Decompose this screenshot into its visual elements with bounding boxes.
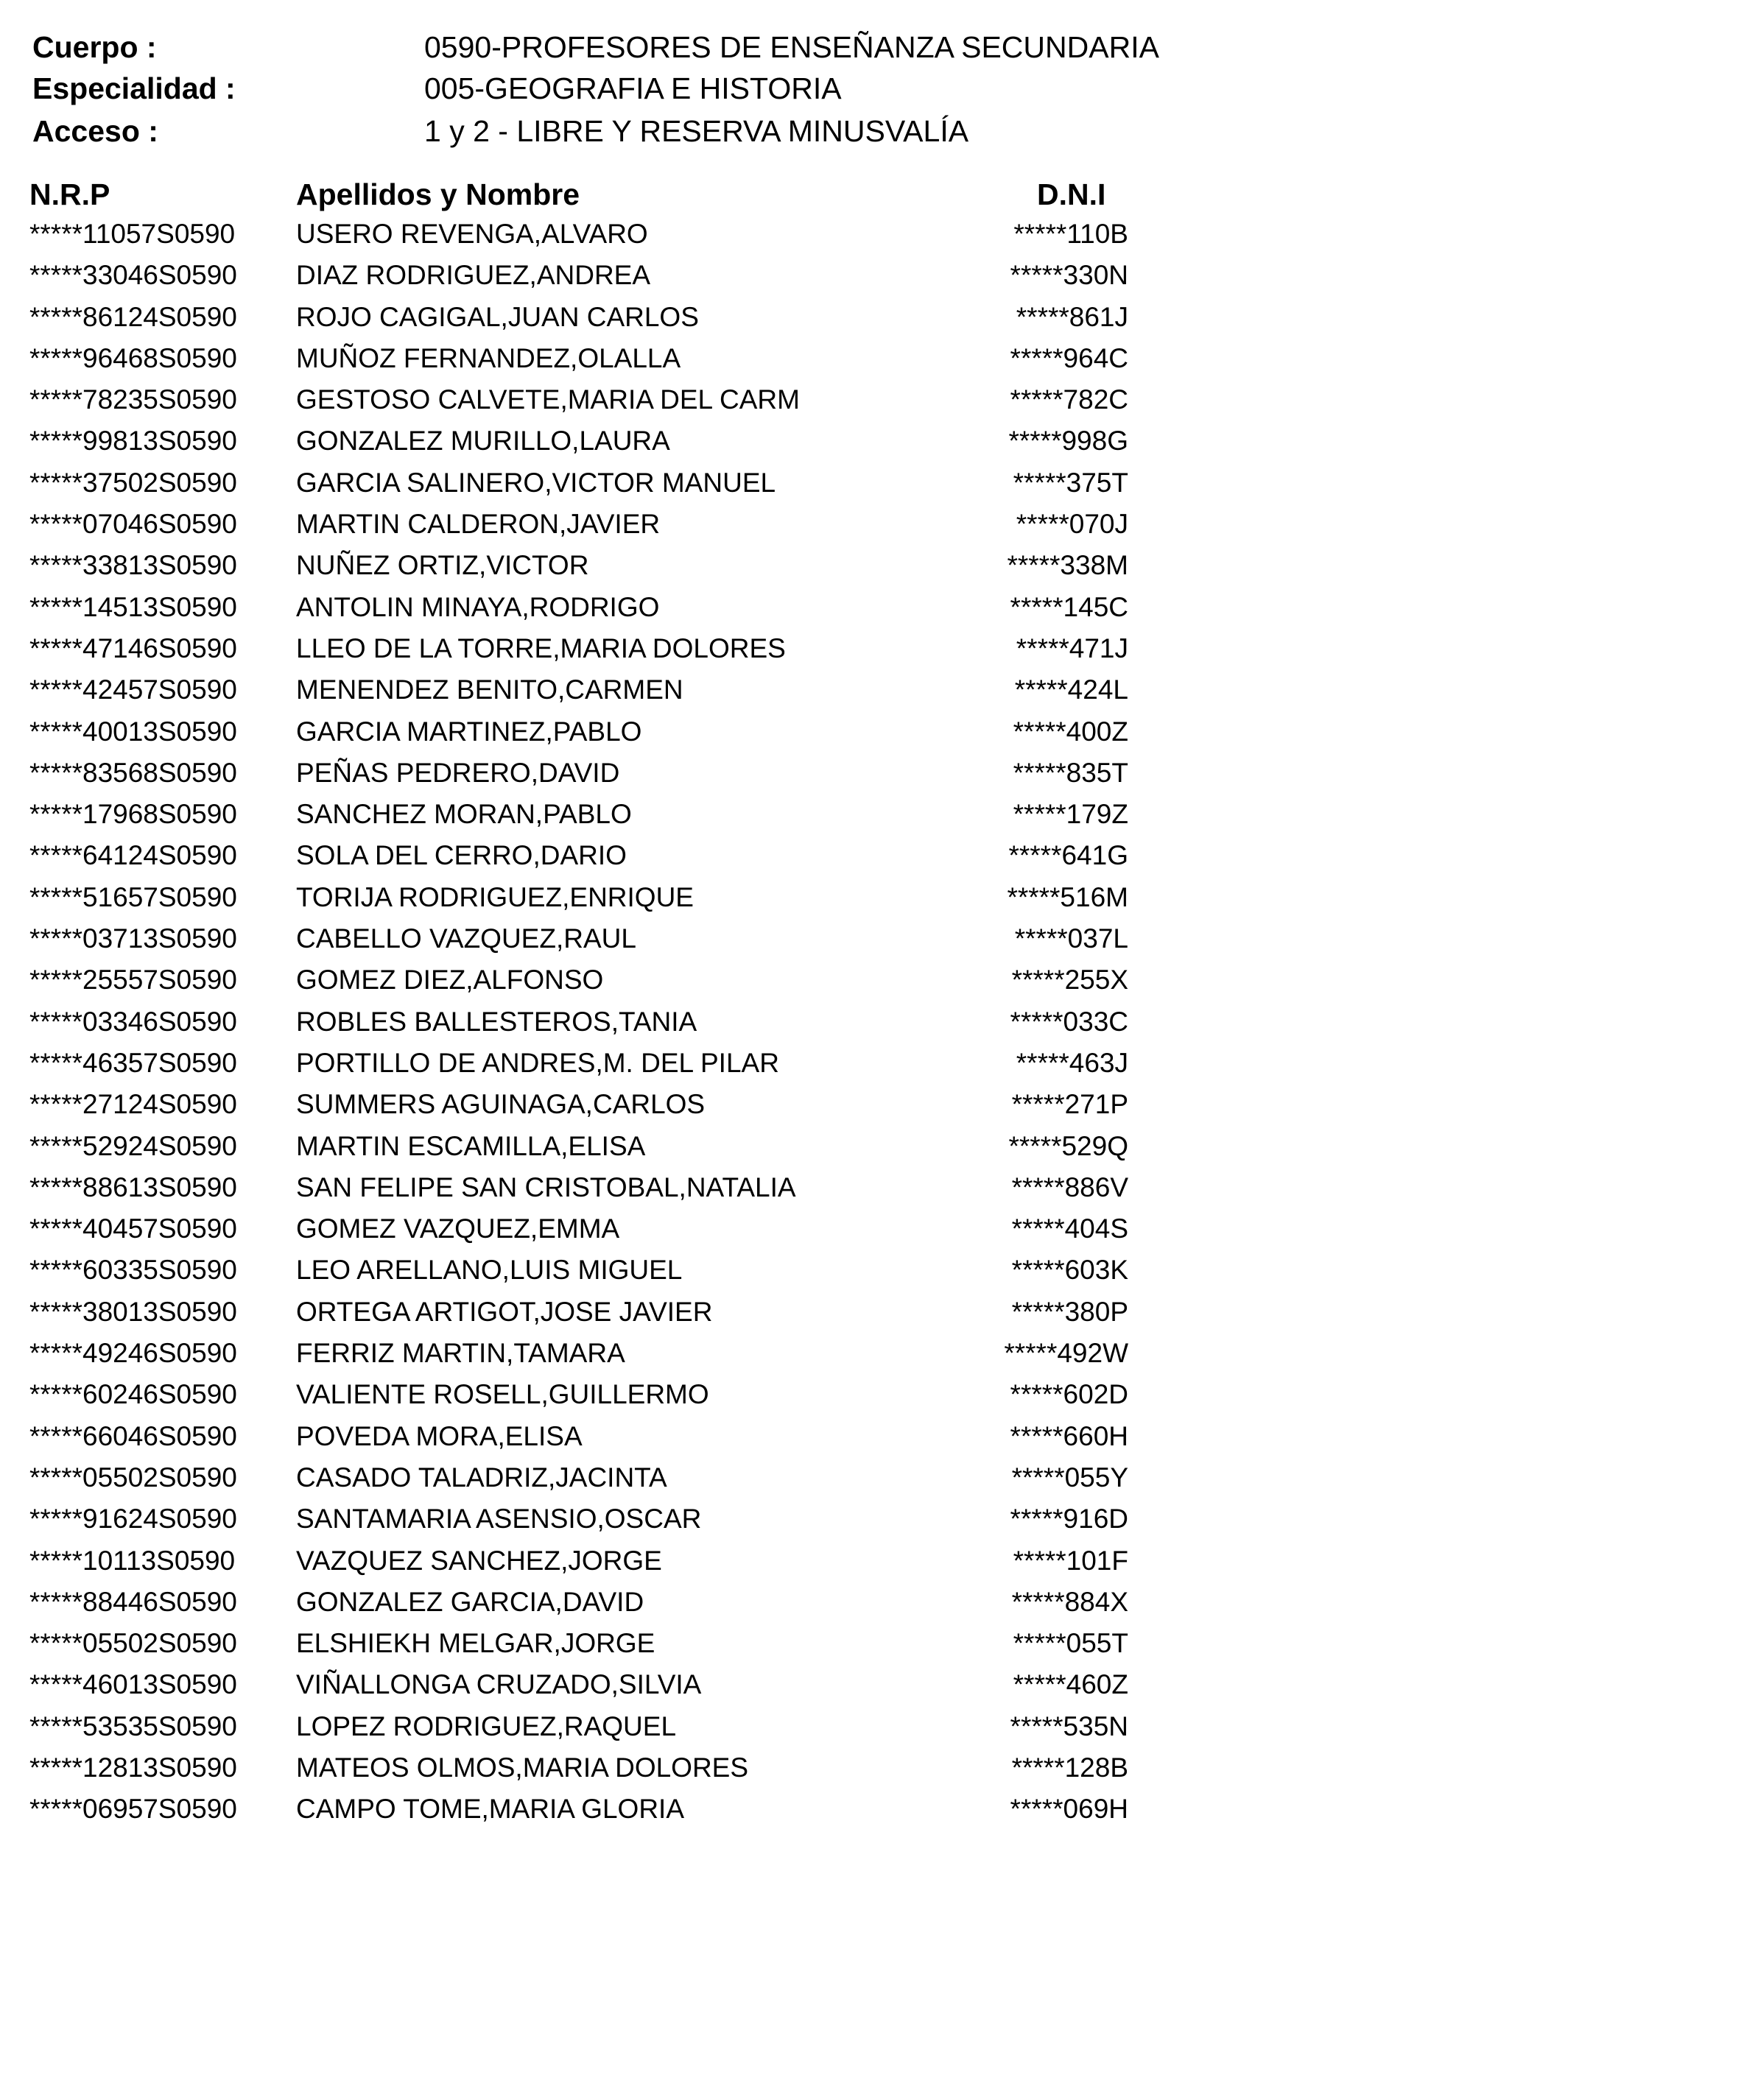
table-row bbox=[0, 1789, 1744, 1830]
table-row bbox=[0, 959, 1744, 1001]
name-cell: SUMMERS AGUINAGA,CARLOS bbox=[296, 1089, 706, 1120]
name-cell: LOPEZ RODRIGUEZ,RAQUEL bbox=[296, 1710, 677, 1741]
table-row bbox=[0, 877, 1744, 918]
table-row bbox=[0, 628, 1744, 669]
dni-cell: *****128B bbox=[1011, 1752, 1128, 1783]
dni-cell: *****055Y bbox=[1011, 1462, 1128, 1493]
name-cell: CAMPO TOME,MARIA GLORIA bbox=[296, 1794, 685, 1825]
dni-cell: *****330N bbox=[1010, 260, 1128, 291]
table-row bbox=[0, 504, 1744, 545]
table-row bbox=[0, 1084, 1744, 1125]
table-row bbox=[0, 1126, 1744, 1167]
dni-cell: *****179Z bbox=[1013, 799, 1128, 830]
dni-cell: *****055T bbox=[1013, 1628, 1128, 1659]
table-row bbox=[0, 1540, 1744, 1582]
table-row bbox=[0, 1333, 1744, 1374]
name-cell: PORTILLO DE ANDRES,M. DEL PILAR bbox=[296, 1047, 779, 1078]
name-cell: MARTIN ESCAMILLA,ELISA bbox=[296, 1130, 646, 1161]
table-row bbox=[0, 1167, 1744, 1208]
column-header-nrp: N.R.P bbox=[29, 177, 110, 211]
dni-cell: *****529Q bbox=[1008, 1130, 1128, 1161]
name-cell: GARCIA SALINERO,VICTOR MANUEL bbox=[296, 467, 776, 498]
name-cell: USERO REVENGA,ALVARO bbox=[296, 219, 648, 249]
name-cell: GOMEZ DIEZ,ALFONSO bbox=[296, 965, 604, 996]
dni-cell: *****660H bbox=[1010, 1420, 1128, 1451]
cuerpo-label: Cuerpo : bbox=[32, 30, 157, 64]
nrp-cell: *****46013S0590 bbox=[29, 1669, 237, 1700]
table-row bbox=[0, 1416, 1744, 1457]
dni-cell: *****861J bbox=[1016, 301, 1128, 332]
name-cell: LEO ARELLANO,LUIS MIGUEL bbox=[296, 1255, 683, 1286]
dni-cell: *****516M bbox=[1007, 881, 1128, 912]
nrp-cell: *****60246S0590 bbox=[29, 1379, 237, 1410]
name-cell: ANTOLIN MINAYA,RODRIGO bbox=[296, 591, 660, 622]
name-cell: CASADO TALADRIZ,JACINTA bbox=[296, 1462, 667, 1493]
nrp-cell: *****49246S0590 bbox=[29, 1338, 237, 1369]
nrp-cell: *****88613S0590 bbox=[29, 1171, 237, 1202]
table-body bbox=[0, 214, 1744, 1831]
table-row bbox=[0, 918, 1744, 959]
dni-cell: *****916D bbox=[1010, 1504, 1128, 1535]
dni-cell: *****463J bbox=[1016, 1047, 1128, 1078]
dni-cell: *****535N bbox=[1010, 1710, 1128, 1741]
nrp-cell: *****17968S0590 bbox=[29, 799, 237, 830]
table-row bbox=[0, 1374, 1744, 1415]
table-row bbox=[0, 1747, 1744, 1789]
table-row bbox=[0, 835, 1744, 876]
dni-cell: *****603K bbox=[1011, 1255, 1128, 1286]
table-row bbox=[0, 545, 1744, 586]
name-cell: TORIJA RODRIGUEZ,ENRIQUE bbox=[296, 881, 694, 912]
name-cell: GONZALEZ GARCIA,DAVID bbox=[296, 1586, 644, 1617]
table-row bbox=[0, 1001, 1744, 1043]
nrp-cell: *****33813S0590 bbox=[29, 550, 237, 581]
acceso-value: 1 y 2 - LIBRE Y RESERVA MINUSVALÍA bbox=[424, 114, 969, 148]
dni-cell: *****460Z bbox=[1013, 1669, 1128, 1700]
dni-cell: *****033C bbox=[1010, 1006, 1128, 1037]
table-row bbox=[0, 711, 1744, 753]
nrp-cell: *****25557S0590 bbox=[29, 965, 237, 996]
nrp-cell: *****27124S0590 bbox=[29, 1089, 237, 1120]
dni-cell: *****782C bbox=[1010, 384, 1128, 415]
table-row bbox=[0, 462, 1744, 504]
table-row bbox=[0, 753, 1744, 794]
nrp-cell: *****05502S0590 bbox=[29, 1462, 237, 1493]
table-row bbox=[0, 1208, 1744, 1250]
table-row bbox=[0, 1706, 1744, 1747]
dni-cell: *****338M bbox=[1007, 550, 1128, 581]
name-cell: FERRIZ MARTIN,TAMARA bbox=[296, 1338, 625, 1369]
especialidad-value: 005-GEOGRAFIA E HISTORIA bbox=[424, 71, 842, 105]
name-cell: NUÑEZ ORTIZ,VICTOR bbox=[296, 550, 589, 581]
dni-cell: *****255X bbox=[1011, 965, 1128, 996]
acceso-label: Acceso : bbox=[32, 114, 158, 148]
dni-cell: *****602D bbox=[1010, 1379, 1128, 1410]
dni-cell: *****380P bbox=[1011, 1296, 1128, 1327]
name-cell: MATEOS OLMOS,MARIA DOLORES bbox=[296, 1752, 749, 1783]
dni-cell: *****884X bbox=[1011, 1586, 1128, 1617]
nrp-cell: *****86124S0590 bbox=[29, 301, 237, 332]
name-cell: SOLA DEL CERRO,DARIO bbox=[296, 840, 627, 871]
nrp-cell: *****33046S0590 bbox=[29, 260, 237, 291]
dni-cell: *****835T bbox=[1013, 757, 1128, 788]
name-cell: POVEDA MORA,ELISA bbox=[296, 1420, 583, 1451]
table-row bbox=[0, 1292, 1744, 1333]
name-cell: MENENDEZ BENITO,CARMEN bbox=[296, 674, 683, 705]
dni-cell: *****404S bbox=[1011, 1213, 1128, 1244]
nrp-cell: *****52924S0590 bbox=[29, 1130, 237, 1161]
table-row bbox=[0, 669, 1744, 711]
nrp-cell: *****40013S0590 bbox=[29, 716, 237, 747]
dni-cell: *****110B bbox=[1013, 219, 1128, 249]
nrp-cell: *****47146S0590 bbox=[29, 633, 237, 663]
nrp-cell: *****42457S0590 bbox=[29, 674, 237, 705]
name-cell: VIÑALLONGA CRUZADO,SILVIA bbox=[296, 1669, 702, 1700]
nrp-cell: *****99813S0590 bbox=[29, 426, 237, 457]
dni-cell: *****069H bbox=[1010, 1794, 1128, 1825]
dni-cell: *****400Z bbox=[1013, 716, 1128, 747]
nrp-cell: *****46357S0590 bbox=[29, 1047, 237, 1078]
dni-cell: *****271P bbox=[1011, 1089, 1128, 1120]
column-header-name: Apellidos y Nombre bbox=[296, 177, 580, 211]
nrp-cell: *****83568S0590 bbox=[29, 757, 237, 788]
table-row bbox=[0, 1043, 1744, 1084]
nrp-cell: *****88446S0590 bbox=[29, 1586, 237, 1617]
table-row bbox=[0, 214, 1744, 255]
nrp-cell: *****53535S0590 bbox=[29, 1710, 237, 1741]
dni-cell: *****145C bbox=[1010, 591, 1128, 622]
table-row bbox=[0, 1664, 1744, 1705]
nrp-cell: *****91624S0590 bbox=[29, 1504, 237, 1535]
table-row bbox=[0, 255, 1744, 296]
name-cell: GARCIA MARTINEZ,PABLO bbox=[296, 716, 642, 747]
nrp-cell: *****11057S0590 bbox=[29, 219, 236, 249]
table-row bbox=[0, 587, 1744, 628]
nrp-cell: *****37502S0590 bbox=[29, 467, 237, 498]
name-cell: ROBLES BALLESTEROS,TANIA bbox=[296, 1006, 697, 1037]
name-cell: GESTOSO CALVETE,MARIA DEL CARM bbox=[296, 384, 800, 415]
name-cell: GOMEZ VAZQUEZ,EMMA bbox=[296, 1213, 620, 1244]
table-row bbox=[0, 420, 1744, 462]
nrp-cell: *****05502S0590 bbox=[29, 1628, 237, 1659]
column-header-dni: D.N.I bbox=[1037, 177, 1106, 211]
dni-cell: *****471J bbox=[1016, 633, 1128, 663]
nrp-cell: *****03346S0590 bbox=[29, 1006, 237, 1037]
nrp-cell: *****96468S0590 bbox=[29, 342, 237, 373]
table-row bbox=[0, 794, 1744, 835]
table-row bbox=[0, 338, 1744, 379]
table-row bbox=[0, 1623, 1744, 1664]
table-row bbox=[0, 297, 1744, 338]
nrp-cell: *****06957S0590 bbox=[29, 1794, 237, 1825]
nrp-cell: *****60335S0590 bbox=[29, 1255, 237, 1286]
table-row bbox=[0, 1498, 1744, 1540]
nrp-cell: *****40457S0590 bbox=[29, 1213, 237, 1244]
name-cell: SAN FELIPE SAN CRISTOBAL,NATALIA bbox=[296, 1171, 796, 1202]
dni-cell: *****070J bbox=[1016, 509, 1128, 540]
dni-cell: *****492W bbox=[1004, 1338, 1128, 1369]
dni-cell: *****037L bbox=[1014, 923, 1128, 954]
table-row bbox=[0, 1250, 1744, 1291]
cuerpo-value: 0590-PROFESORES DE ENSEÑANZA SECUNDARIA bbox=[424, 30, 1159, 64]
nrp-cell: *****07046S0590 bbox=[29, 509, 237, 540]
nrp-cell: *****64124S0590 bbox=[29, 840, 237, 871]
name-cell: SANCHEZ MORAN,PABLO bbox=[296, 799, 632, 830]
dni-cell: *****101F bbox=[1013, 1545, 1128, 1576]
table-row bbox=[0, 1457, 1744, 1498]
nrp-cell: *****03713S0590 bbox=[29, 923, 237, 954]
name-cell: VAZQUEZ SANCHEZ,JORGE bbox=[296, 1545, 662, 1576]
dni-cell: *****641G bbox=[1008, 840, 1128, 871]
table-row bbox=[0, 1582, 1744, 1623]
dni-cell: *****375T bbox=[1013, 467, 1128, 498]
name-cell: GONZALEZ MURILLO,LAURA bbox=[296, 426, 670, 457]
dni-cell: *****998G bbox=[1008, 426, 1128, 457]
nrp-cell: *****12813S0590 bbox=[29, 1752, 237, 1783]
dni-cell: *****424L bbox=[1014, 674, 1128, 705]
name-cell: MARTIN CALDERON,JAVIER bbox=[296, 509, 661, 540]
name-cell: MUÑOZ FERNANDEZ,OLALLA bbox=[296, 342, 681, 373]
name-cell: PEÑAS PEDRERO,DAVID bbox=[296, 757, 620, 788]
name-cell: CABELLO VAZQUEZ,RAUL bbox=[296, 923, 636, 954]
nrp-cell: *****66046S0590 bbox=[29, 1420, 237, 1451]
nrp-cell: *****78235S0590 bbox=[29, 384, 237, 415]
nrp-cell: *****38013S0590 bbox=[29, 1296, 237, 1327]
name-cell: VALIENTE ROSELL,GUILLERMO bbox=[296, 1379, 709, 1410]
dni-cell: *****886V bbox=[1011, 1171, 1128, 1202]
table-row bbox=[0, 379, 1744, 420]
name-cell: LLEO DE LA TORRE,MARIA DOLORES bbox=[296, 633, 786, 663]
nrp-cell: *****51657S0590 bbox=[29, 881, 237, 912]
nrp-cell: *****14513S0590 bbox=[29, 591, 237, 622]
name-cell: ELSHIEKH MELGAR,JORGE bbox=[296, 1628, 655, 1659]
name-cell: SANTAMARIA ASENSIO,OSCAR bbox=[296, 1504, 702, 1535]
name-cell: ROJO CAGIGAL,JUAN CARLOS bbox=[296, 301, 699, 332]
especialidad-label: Especialidad : bbox=[32, 71, 236, 105]
nrp-cell: *****10113S0590 bbox=[29, 1545, 236, 1576]
dni-cell: *****964C bbox=[1010, 342, 1128, 373]
name-cell: ORTEGA ARTIGOT,JOSE JAVIER bbox=[296, 1296, 713, 1327]
name-cell: DIAZ RODRIGUEZ,ANDREA bbox=[296, 260, 651, 291]
